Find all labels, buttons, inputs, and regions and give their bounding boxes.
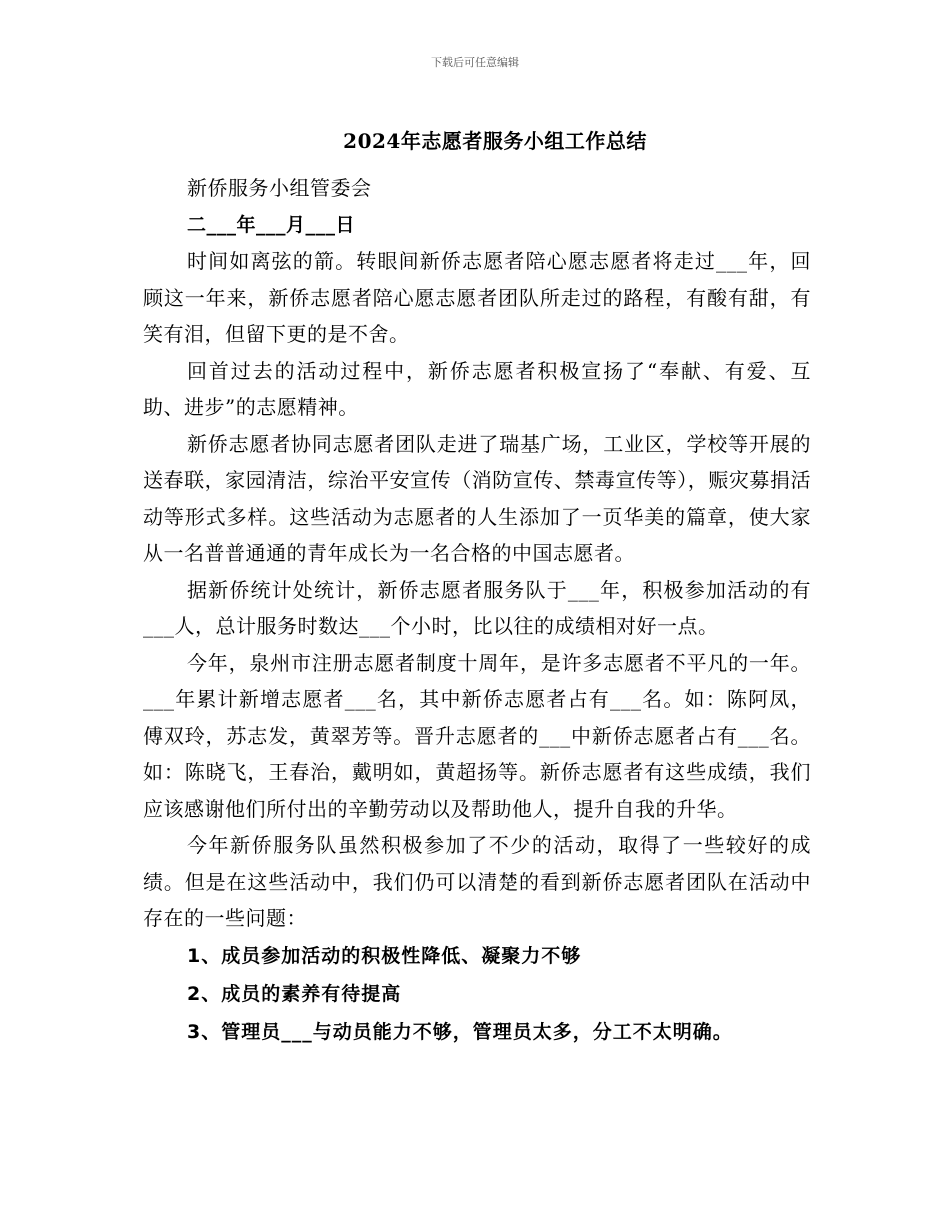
- paragraph-1: 时间如离弦的箭。转眼间新侨志愿者陪心愿志愿者将走过___年，回顾这一年来，新侨志愿者陪心愿志愿者团队所走过的路程，有酸有甜，有笑有泪，但留下更的是不舍。: [143, 249, 811, 346]
- issue-item-2: 2、成员的素养有待提高: [187, 982, 402, 1005]
- document-title: 2024年志愿者服务小组工作总结: [343, 129, 647, 153]
- date-line: 二___年___月___日: [187, 213, 356, 236]
- issue-item-3: 3、管理员___与动员能力不够，管理员太多，分工不太明确。: [187, 1020, 733, 1043]
- document-body: [143, 170, 811, 1051]
- paragraph-5: 今年，泉州市注册志愿者制度十周年，是许多志愿者不平凡的一年。___年累计新增志愿者___名，其中新侨志愿者占有___名。如：陈阿凤，傅双玲，苏志发，黄翠芳等。晋升志愿者的___中新侨志愿者占有___名。如：陈晓飞，王春治，戴明如，黄超扬等。新侨志愿者有这些成绩，我们应该感谢他们所付出的辛勤劳动以及帮助他人，提升自我的升华。: [143, 650, 811, 821]
- paragraph-6: 今年新侨服务队虽然积极参加了不少的活动，取得了一些较好的成绩。但是在这些活动中，我们仍可以清楚的看到新侨志愿者团队在活动中存在的一些问题：: [143, 833, 811, 930]
- issue-item-1: 1、成员参加活动的积极性降低、凝聚力不够: [187, 944, 582, 967]
- paragraph-2: 回首过去的活动过程中，新侨志愿者积极宣扬了“奉献、有爱、互助、进步”的志愿精神。: [143, 358, 811, 419]
- paragraph-3: 新侨志愿者协同志愿者团队走进了瑞基广场，工业区，学校等开展的送春联，家园清洁，综治平安宣传（消防宣传、禁毒宣传等），赈灾募捐活动等形式多样。这些活动为志愿者的人生添加了一页华美的篇章，使大家从一名普普通通的青年成长为一名合格的中国志愿者。: [143, 431, 811, 565]
- page-header-note: 下载后可任意编辑: [431, 56, 519, 69]
- paragraph-4: 据新侨统计处统计，新侨志愿者服务队于___年，积极参加活动的有___人，总计服务时数达___个小时，比以往的成绩相对好一点。: [143, 577, 811, 638]
- issues-list: [143, 937, 811, 1051]
- author-line: 新侨服务小组管委会: [187, 176, 372, 200]
